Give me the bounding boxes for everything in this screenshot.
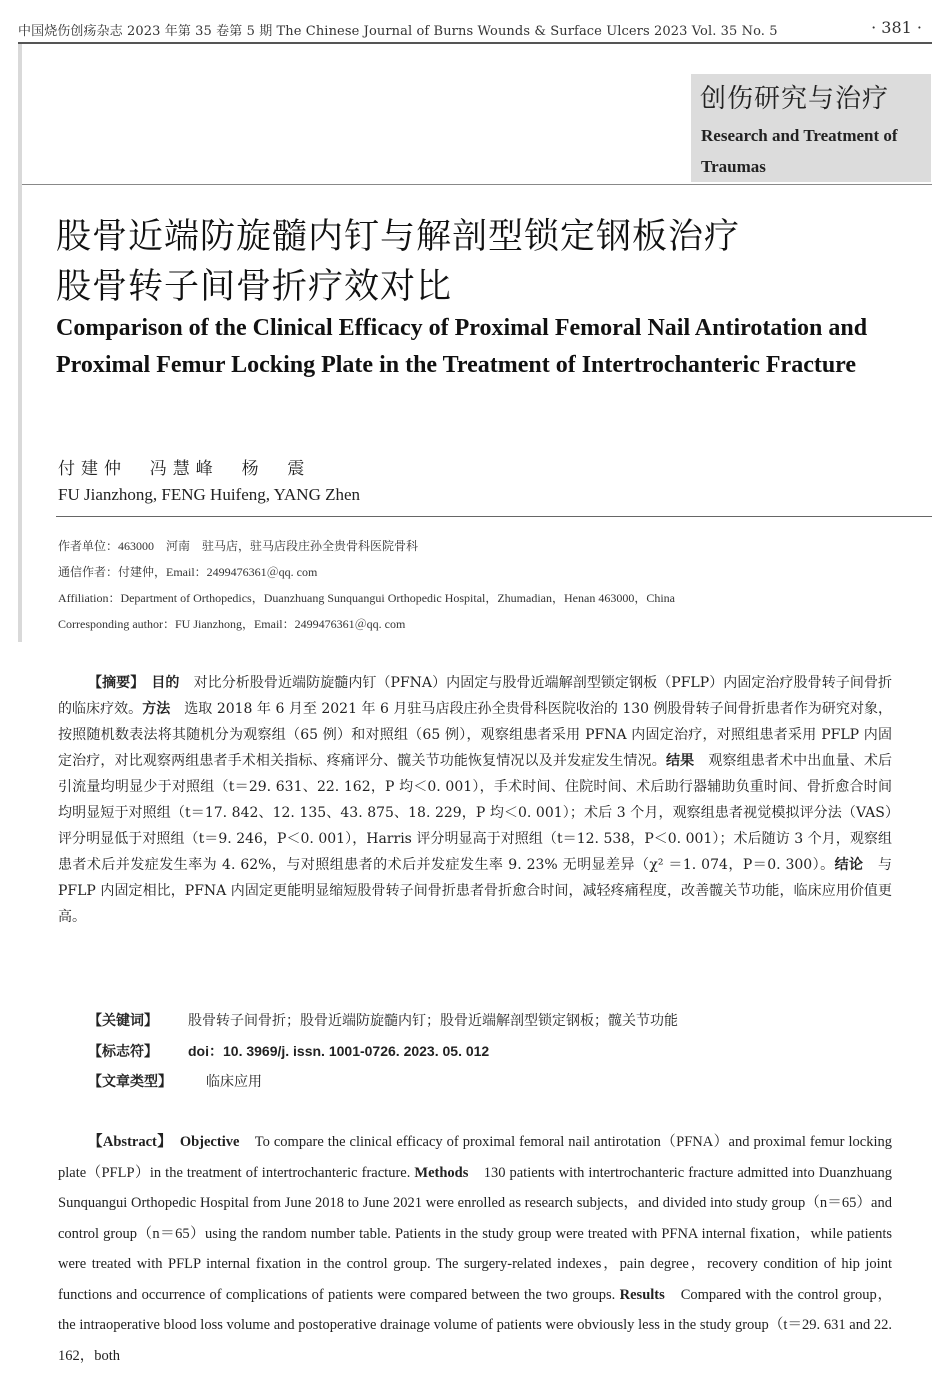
column-title-cn: 创伤研究与治疗 (700, 84, 890, 114)
abstract-en-label: 【Abstract】 (88, 1134, 165, 1150)
results-en-label: Results (619, 1286, 665, 1303)
doi-label: 【标志符】 (88, 1044, 158, 1060)
running-head: 中国烧伤创疡杂志 2023 年第 35 卷第 5 期 The Chinese Journal of Burns Wounds & Surface Ulcers 2023 Vol. 35 No. 5 (18, 24, 778, 39)
author-rule (56, 516, 932, 517)
column-rule (22, 184, 932, 185)
authors-cn: 付建仲 冯慧峰 杨 震 (58, 459, 311, 479)
title-cn (56, 212, 896, 312)
methods-cn-label: 方法 (142, 701, 171, 717)
authors-en: FU Jianzhong, FENG Huifeng, YANG Zhen (58, 485, 361, 504)
corresponding-en: Corresponding author：FU Jianzhong，Email：2499476361＠qq. com (58, 617, 406, 631)
abstract-cn-label: 【摘要】 (88, 675, 138, 691)
methods-en: 130 patients with intertrochanteric fracture admitted into Duanzhuang Sunquangui Orthopedic Hospital from June 2018 to June 2021 were enrolled as research subjects，and divided into study group（n＝65）and control group（n＝65）using the random number table. Patients in the study group were treated with PFNA internal fixation，while patients were treated with PFLP internal fixation in the control group. The surgery-related indexes，pain degree，recovery condition of hip joint functions and occurrence of complications of patients were compared between the two groups. (58, 1164, 893, 1303)
abstract-en (58, 1127, 892, 1371)
doi-row (88, 1041, 489, 1061)
keywords-row (88, 1010, 678, 1030)
keywords-value: 股骨转子间骨折；股骨近端防旋髓内钉；股骨近端解剖型锁定钢板；髋关节功能 (188, 1013, 678, 1029)
top-rule (18, 42, 932, 44)
article-type-label: 【文章类型】 (88, 1074, 172, 1090)
objective-cn-label: 目的 (151, 675, 180, 691)
affiliation-en: Affiliation：Department of Orthopedics，Duanzhuang Sunquangui Orthopedic Hospital，Zhumadian，Henan 463000，China (58, 591, 675, 605)
conclusion-cn: 与 PFLP 内固定相比，PFNA 内固定更能明显缩短股骨转子间骨折患者骨折愈合时间，减轻疼痛程度，改善髋关节功能，临床应用价值更高。 (58, 857, 892, 925)
results-cn: 观察组患者术中出血量、术后引流量均明显少于对照组（t＝29. 631、22. 162，P 均＜0. 001），手术时间、住院时间、术后助行器辅助负重时间、骨折愈合时间均明显短于对照组（t＝17. 842、12. 135、43. 875、18. 229，P 均＜0. 001）；术后 3 个月，观察组患者视觉模拟评分法（VAS）评分明显低于对照组（t＝9. 246，P＜0. 001），Harris 评分明显高于对照组（t＝12. 538，P＜0. 001）；术后随访 3 个月，观察组患者术后并发症发生率为 4. 62%，与对照组患者的术后并发症发生率 9. 23% 无明显差异（χ² ＝1. 074，P＝0. 300）。 (58, 753, 893, 873)
methods-en-label: Methods (414, 1164, 469, 1181)
objective-cn: 对比分析股骨近端防旋髓内钉（PFNA）内固定与股骨近端解剖型锁定钢板（PFLP）内固定治疗股骨转子间骨折的临床疗效。 (58, 675, 893, 717)
page-number: · 381 · (871, 18, 922, 37)
results-cn-label: 结果 (665, 753, 695, 769)
abstract-cn (58, 670, 892, 930)
conclusion-cn-label: 结论 (834, 857, 864, 873)
title-cn-line2: 股骨转子间骨折疗效对比 (56, 267, 453, 307)
objective-en: To compare the clinical efficacy of proximal femoral nail antirotation（PFNA）and proximal femur locking plate（PFLP）in the treatment of intertrochanteric fracture. (58, 1134, 893, 1181)
title-cn-line1: 股骨近端防旋髓内钉与解剖型锁定钢板治疗 (56, 217, 741, 257)
article-type-row (88, 1071, 262, 1091)
objective-en-label: Objective (179, 1134, 240, 1150)
corresponding-cn: 通信作者：付建仲，Email：2499476361＠qq. com (58, 565, 318, 579)
keywords-label: 【关键词】 (88, 1013, 158, 1029)
article-type-value: 临床应用 (206, 1074, 262, 1090)
left-margin-bar (18, 44, 22, 642)
title-en: Comparison of the Clinical Efficacy of Proximal Femoral Nail Antirotation and Proximal Femur Locking Plate in the Treatment of Intertrochanteric Fracture (56, 315, 868, 378)
affiliation-cn: 作者单位：463000 河南 驻马店，驻马店段庄孙全贵骨科医院骨科 (58, 539, 419, 553)
results-en: Compared with the control group，the intraoperative blood loss volume and postoperative drainage volume of patients were obviously less in the study group（t＝29. 631 and 22. 162，both (58, 1286, 893, 1364)
column-title-en: Research and Treatment of Traumas (701, 126, 898, 176)
methods-cn: 选取 2018 年 6 月至 2021 年 6 月驻马店段庄孙全贵骨科医院收治的 130 例股骨转子间骨折患者作为研究对象，按照随机数表法将其随机分为观察组（65 例）和对照组（65 例），观察组患者采用 PFNA 内固定治疗，对照组患者采用 PFLP 内固定治疗，对比观察两组患者手术相关指标、疼痛评分、髋关节功能恢复情况以及并发症发生情况。 (58, 701, 893, 769)
doi-value: doi：10. 3969/j. issn. 1001-0726. 2023. 05. 012 (188, 1043, 490, 1059)
